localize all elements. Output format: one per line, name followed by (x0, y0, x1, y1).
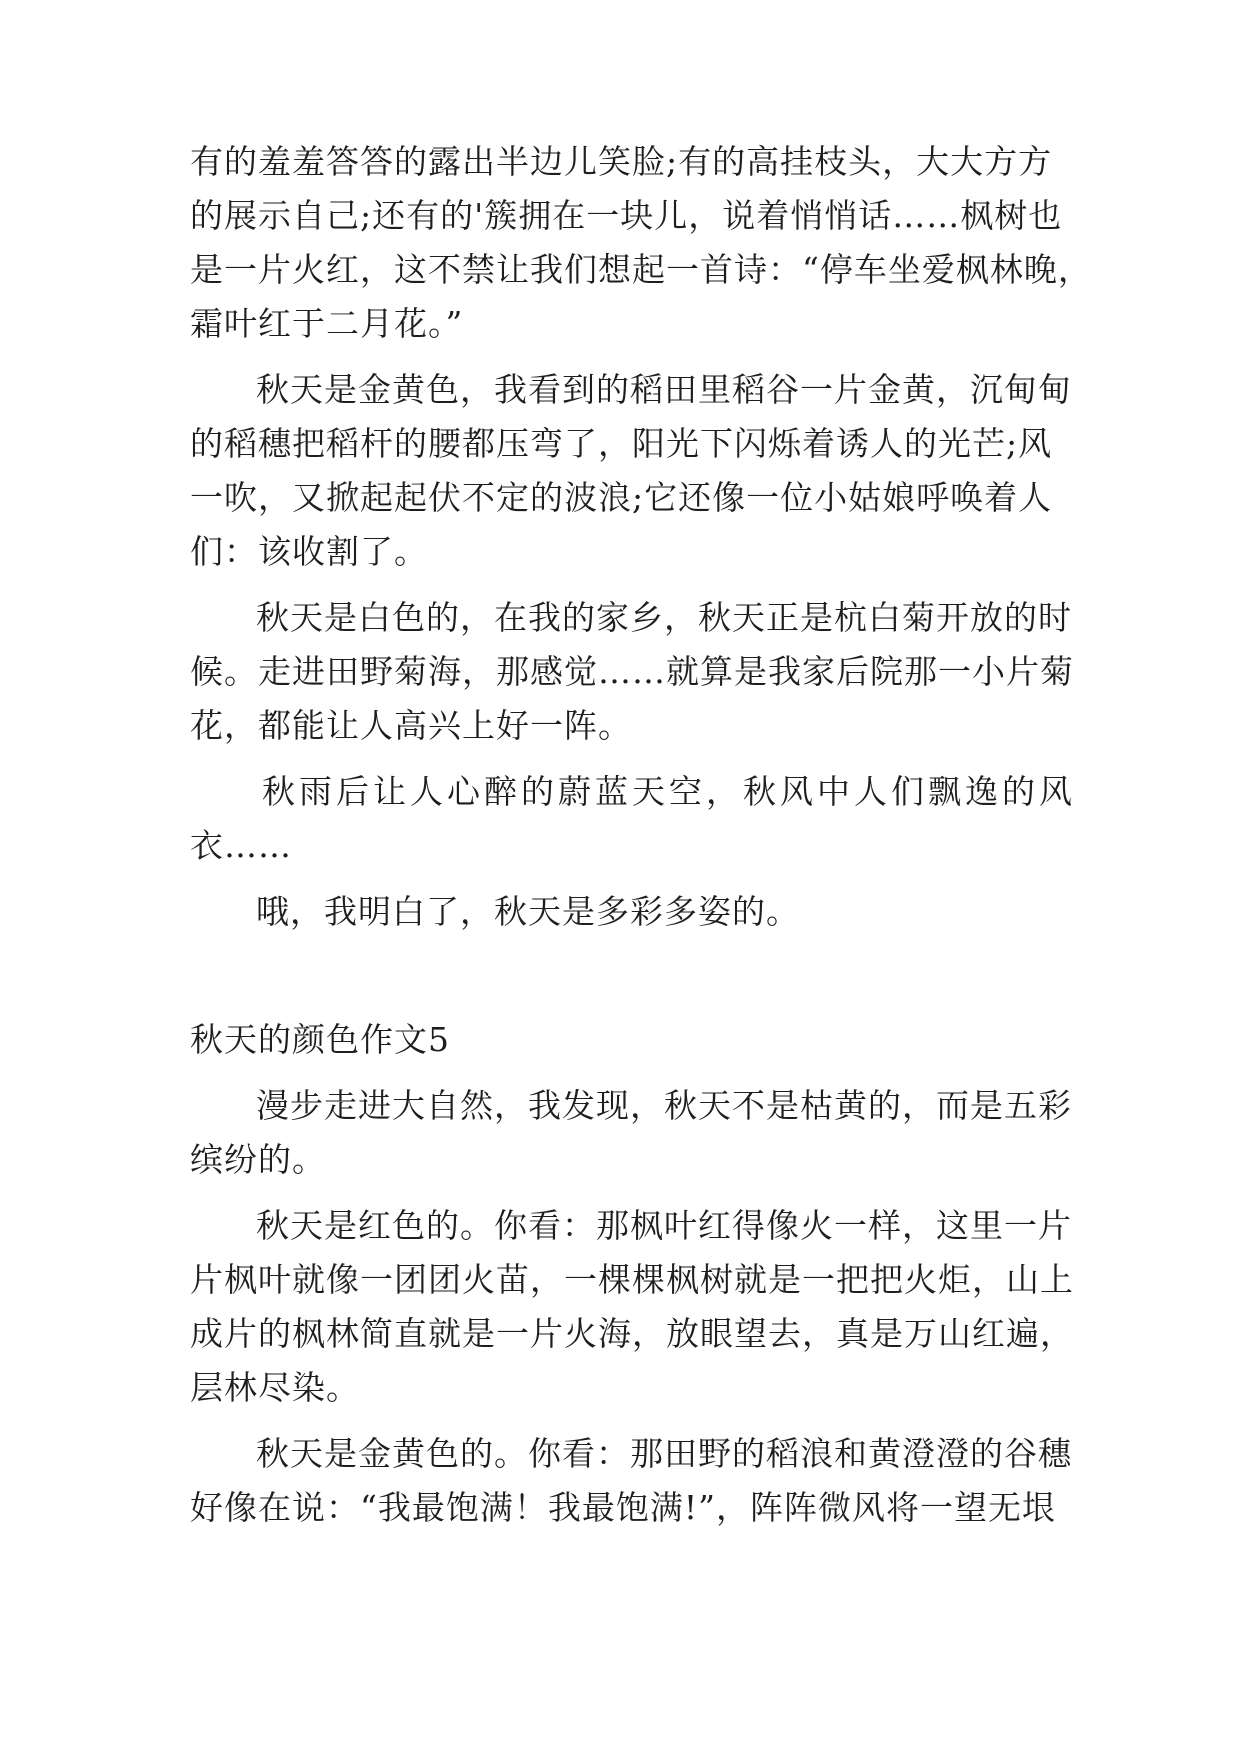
paragraph-line: 衣…… (190, 826, 292, 865)
paragraph-line: 是一片火红，这不禁让我们想起一首诗：“停车坐爱枫林晚， (190, 250, 1092, 289)
paragraph-line: 哦，我明白了，秋天是多彩多姿的。 (256, 892, 800, 931)
paragraph-line: 秋天是红色的。你看：那枫叶红得像火一样，这里一片 (256, 1206, 1072, 1245)
paragraph-line: 一吹，又掀起起伏不定的波浪;它还像一位小姑娘呼唤着人 (190, 478, 1053, 517)
paragraph-line: 好像在说：“我最饱满！我最饱满!”，阵阵微风将一望无垠 (190, 1488, 1057, 1527)
paragraph-line: 漫步走进大自然，我发现，秋天不是枯黄的，而是五彩 (256, 1086, 1072, 1125)
paragraph-line: 的稻穗把稻杆的腰都压弯了，阳光下闪烁着诱人的光芒;风 (190, 424, 1053, 463)
paragraph-line: 秋天是白色的，在我的家乡，秋天正是杭白菊开放的时 (256, 598, 1072, 637)
paragraph-line: 秋天是金黄色，我看到的稻田里稻谷一片金黄，沉甸甸 (256, 370, 1072, 409)
paragraph-line: 秋雨后让人心醉的蔚蓝天空，秋风中人们飘逸的风 (262, 772, 1076, 811)
paragraph-line: 成片的枫林简直就是一片火海，放眼望去，真是万山红遍， (190, 1314, 1074, 1353)
paragraph-line: 的展示自己;还有的'簇拥在一块儿，说着悄悄话……枫树也 (190, 196, 1063, 235)
paragraph-line: 霜叶红于二月花。” (190, 304, 464, 343)
paragraph-line: 候。走进田野菊海，那感觉……就算是我家后院那一小片菊 (190, 652, 1074, 691)
paragraph-line: 秋天是金黄色的。你看：那田野的稻浪和黄澄澄的谷穗 (256, 1434, 1072, 1473)
paragraph-line: 有的羞羞答答的露出半边儿笑脸;有的高挂枝头，大大方方 (190, 142, 1053, 181)
paragraph-line: 们：该收割了。 (190, 532, 428, 571)
paragraph-line: 层林尽染。 (190, 1368, 360, 1407)
paragraph-line: 片枫叶就像一团团火苗，一棵棵枫树就是一把把火炬，山上 (190, 1260, 1074, 1299)
paragraph-line: 花，都能让人高兴上好一阵。 (190, 706, 632, 745)
section-title: 秋天的颜色作文5 (190, 1020, 450, 1059)
paragraph-line: 缤纷的。 (190, 1140, 326, 1179)
